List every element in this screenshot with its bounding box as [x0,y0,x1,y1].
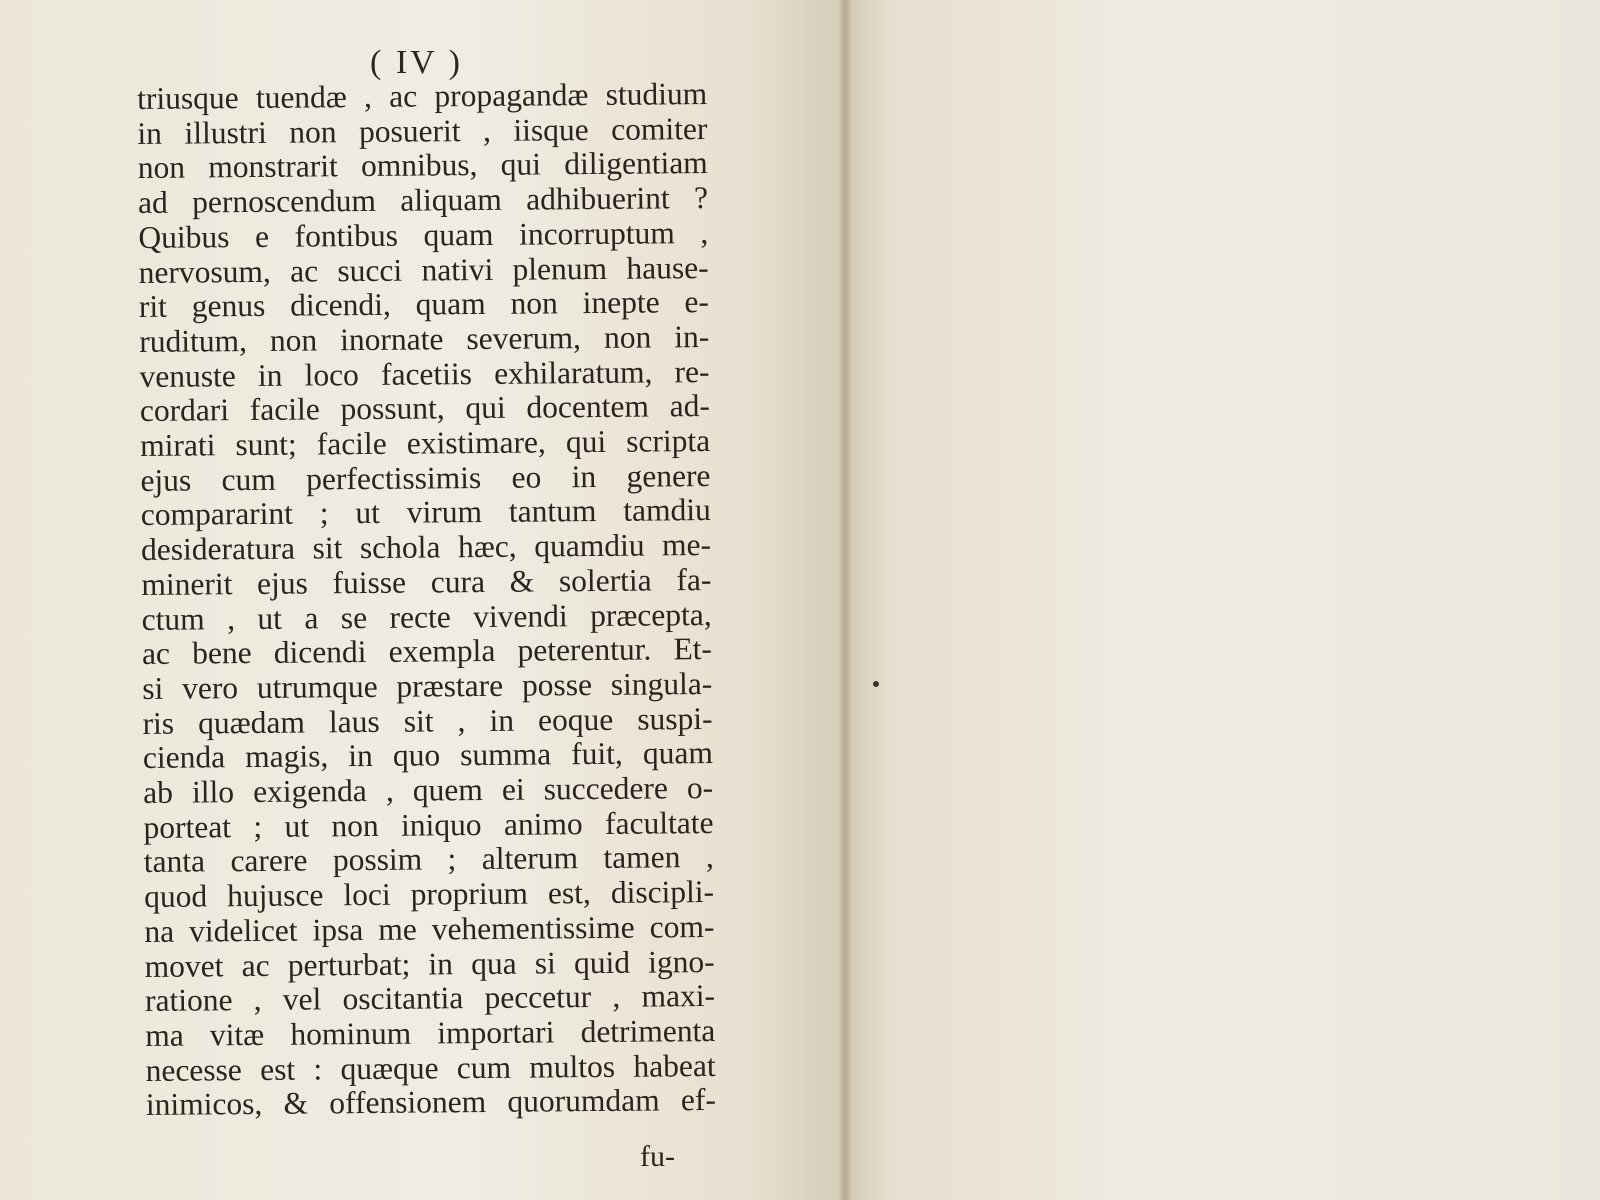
text-line: tanta carere possim ; alterum tamen , [143,839,714,880]
text-line: rit genus dicendi, quam non inepte e- [138,284,710,325]
text-line: nervosum, ac succi nativi plenum hause- [138,249,709,290]
text-line: ejus cum perfectissimis eo in genere [140,457,711,498]
text-line: ris quædam laus sit , in eoque suspi- [142,700,713,741]
catchword-left: fu- [640,1140,675,1173]
text-line: mirati sunt; facile existimare, qui scripta [140,423,711,464]
text-line: ctum , ut a se recte vivendi præcepta, [141,596,712,637]
text-line: na videlicet ipsa me vehementissime com- [144,908,715,949]
text-line: ma vitæ hominum importari detrimenta [145,1012,716,1053]
right-page [845,0,1600,1200]
text-line: non monstrarit omnibus, qui diligentiam [137,145,708,186]
text-line: cordari facile possunt, qui docentem ad- [139,388,711,429]
text-line: movet ac perturbat; in qua si quid igno- [144,943,715,984]
text-line: si vero utrumque præstare posse singula- [142,665,713,706]
text-line: cienda magis, in quo summa fuit, quam [142,735,714,776]
paper-speck [873,681,879,687]
text-line: ab illo exigenda , quem ei succedere o- [143,770,714,811]
text-line: venuste in loco facetiis exhilaratum, re- [139,353,710,394]
text-line: minerit ejus fuisse cura & solertia fa- [141,561,712,602]
text-line: compararint ; ut virum tantum tamdiu [140,492,711,533]
text-line: ratione , vel oscitantia peccetur , maxi- [144,978,716,1019]
text-line: desideratura sit schola hæc, quamdiu me- [140,527,712,568]
text-line: triusque tuendæ , ac propagandæ studium [136,76,708,116]
left-page-text [137,77,716,1123]
text-line: in illustri non posuerit , iisque comiter [137,110,708,151]
text-line: porteat ; ut non iniquo animo facultate [143,804,714,845]
text-line: ruditum, non inornate severum, non in- [139,318,710,359]
text-line: ac bene dicendi exempla peterentur. Et- [141,631,713,672]
text-line: Quibus e fontibus quam incorruptum , [138,214,709,255]
page-number-left: ( IV ) [370,44,463,81]
text-line: necesse est : quæque cum multos habeat [145,1047,716,1088]
text-line: inimicos, & offensionem quorumdam ef- [145,1082,717,1123]
text-line: quod hujusce loci proprium est, discipli- [143,874,715,915]
book-gutter [838,0,852,1200]
text-line: ad pernoscendum aliquam adhibuerint ? [137,180,709,221]
